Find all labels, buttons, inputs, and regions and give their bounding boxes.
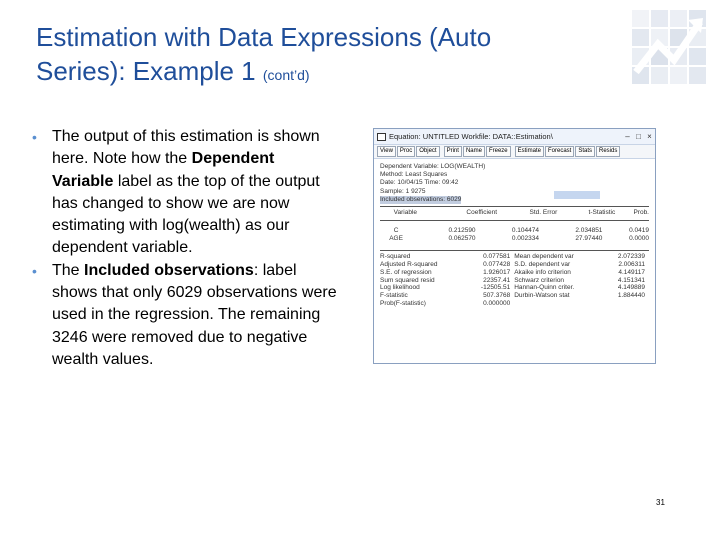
col-prob: Prob.: [633, 209, 649, 217]
bullet-item: • The output of this estimation is shown here. Note how the Dependent Variable label as the top of the output has changed to show we are now estimating with log(wealth) as our dependent variable.: [32, 128, 320, 257]
table-row: Prob(F-statistic) 0.000000: [380, 300, 511, 308]
bullet-dot-icon: •: [32, 129, 37, 145]
col-t-statistic: t-Statistic: [588, 209, 616, 217]
bullet-list: [30, 126, 340, 371]
sample-line: Sample: 1 9275: [380, 187, 426, 195]
name-button[interactable]: Name: [463, 146, 485, 157]
method-line: Method: Least Squares: [380, 171, 448, 179]
table-row: S.E. of regression 1.926017 Akaike info criterion 4.149117: [380, 268, 645, 276]
forecast-button[interactable]: Forecast: [545, 146, 574, 157]
coefficient-table: [380, 209, 649, 218]
selection-highlight: [554, 191, 600, 199]
bullet-item: • The Included observations: label shows that only 6029 observations were used in the regression. The remaining 3246 were removed due to negative wealth values.: [32, 261, 337, 368]
estimation-output: [374, 159, 655, 308]
table-row: R-squared 0.077581 Mean dependent var 2.072339: [380, 252, 645, 260]
table-row: Sum squared resid 22357.41 Schwarz criterion 4.151341: [380, 276, 645, 284]
bullet-dot-icon: •: [32, 262, 37, 279]
proc-button[interactable]: Proc: [397, 146, 415, 157]
resids-button[interactable]: Resids: [596, 146, 620, 157]
col-coefficient: Coefficient: [466, 209, 497, 217]
table-header-row: [380, 209, 649, 218]
print-button[interactable]: Print: [444, 146, 462, 157]
window-title: Equation: UNTITLED Workfile: DATA::Estimation\: [389, 132, 553, 141]
table-row: AGE 0.062570 0.002334 27.97440 0.0000: [389, 235, 649, 243]
table-row: Adjusted R-squared 0.077428 S.D. dependent var 2.006311: [380, 260, 645, 268]
window-titlebar[interactable]: [374, 129, 655, 145]
equation-toolbar: [374, 145, 655, 159]
equation-output-window: [373, 128, 656, 364]
table-row: Log likelihood -12505.51 Hannan-Quinn criter. 4.149889: [380, 284, 645, 292]
included-observations-line: Included observations: 6029: [380, 195, 462, 203]
stats-button[interactable]: Stats: [575, 146, 595, 157]
table-row: F-statistic 507.3768 Durbin-Watson stat 1.884440: [380, 292, 645, 300]
minimize-icon[interactable]: –: [625, 132, 630, 141]
coefficient-rows: [380, 223, 649, 248]
trend-chart-logo-icon: [632, 10, 706, 84]
dependent-variable-line: Dependent Variable: LOG(WEALTH): [380, 163, 486, 170]
title-line-1: Estimation with Data Expressions (Auto: [36, 22, 492, 52]
col-std-error: Std. Error: [529, 209, 558, 217]
slide-title: [36, 20, 596, 92]
freeze-button[interactable]: Freeze: [486, 146, 511, 157]
maximize-icon[interactable]: □: [636, 132, 641, 141]
bold-included-observations: Included observations: [84, 261, 254, 279]
close-icon[interactable]: ×: [647, 132, 652, 141]
bold-dependent-variable: Dependent Variable: [52, 150, 275, 190]
view-button[interactable]: View: [377, 146, 396, 157]
col-variable: Variable: [393, 209, 418, 217]
title-suffix: (cont’d): [262, 67, 310, 83]
estimate-button[interactable]: Estimate: [515, 146, 544, 157]
object-button[interactable]: Object: [416, 146, 439, 157]
title-line-2: Series): Example 1: [36, 56, 256, 86]
date-line: Date: 10/04/15 Time: 09:42: [380, 179, 459, 187]
table-row: C 0.212590 0.104474 2.034851 0.0419: [393, 226, 649, 234]
equation-window-icon: [377, 133, 386, 141]
regression-statistics: [380, 253, 649, 308]
divider: [380, 206, 649, 207]
divider: [380, 250, 649, 251]
page-number: 31: [656, 498, 665, 507]
